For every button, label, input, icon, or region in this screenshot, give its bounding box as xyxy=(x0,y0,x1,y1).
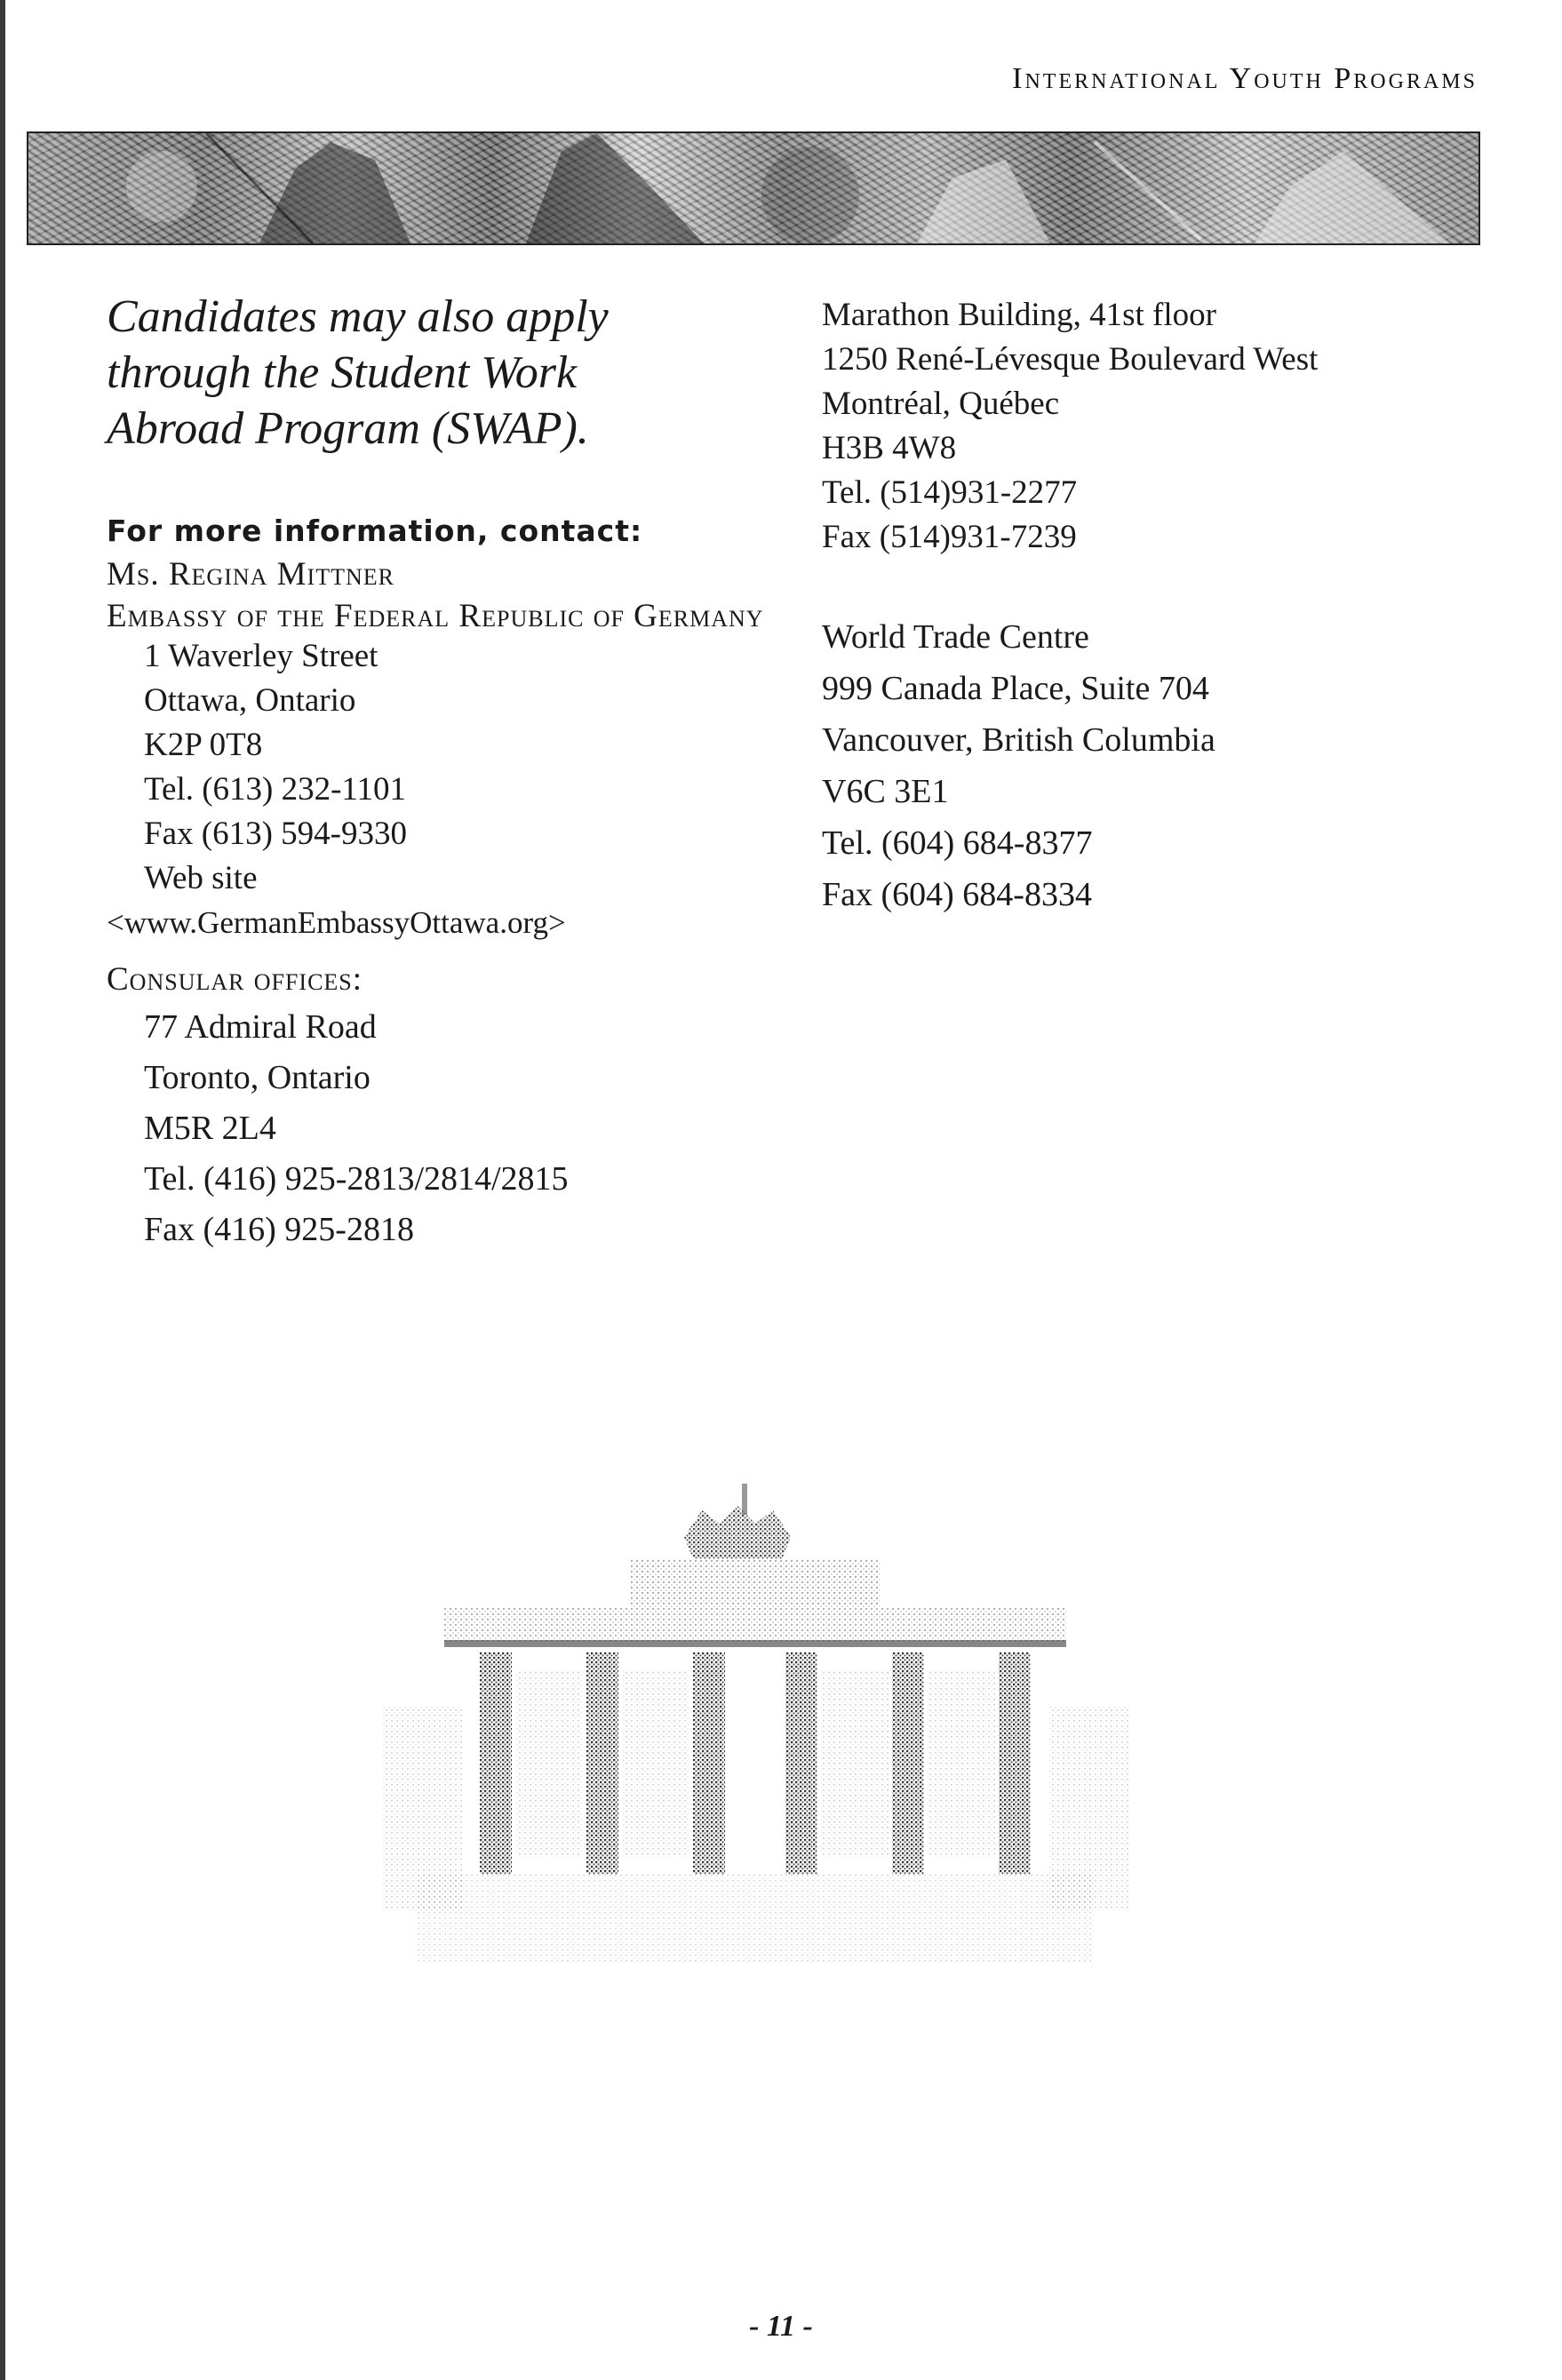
tagline-line-3: Abroad Program (SWAP). xyxy=(107,403,589,454)
montreal-office-address xyxy=(822,293,1444,560)
toronto-fax: Fax (416) 925-2818 xyxy=(144,1211,414,1248)
tagline-line-2: through the Student Work xyxy=(107,347,578,398)
embassy-fax: Fax (613) 594-9330 xyxy=(144,816,407,852)
running-head: International Youth Programs xyxy=(1012,62,1478,95)
tagline-line-1: Candidates may also apply xyxy=(107,291,609,342)
banner-texture-icon xyxy=(28,133,1478,243)
embassy-web-url: <www.GermanEmbassyOttawa.org> xyxy=(107,905,566,940)
consular-offices-label: Consular offices: xyxy=(107,961,363,998)
embassy-address xyxy=(107,634,800,901)
vancouver-tel: Tel. (604) 684-8377 xyxy=(822,824,1093,862)
page-number: - 11 - xyxy=(749,2310,813,2343)
embassy-name: Embassy of the Federal Republic of Germany xyxy=(107,598,764,634)
vancouver-office-address xyxy=(822,611,1444,920)
left-column xyxy=(107,289,800,1255)
brandenburg-gate-illustration xyxy=(364,1475,1146,1972)
vancouver-fax: Fax (604) 684-8334 xyxy=(822,876,1092,913)
montreal-fax: Fax (514)931-7239 xyxy=(822,519,1077,555)
toronto-tel: Tel. (416) 925-2813/2814/2815 xyxy=(144,1160,569,1198)
page-edge-rule xyxy=(0,0,5,2380)
toronto-city: Toronto, Ontario xyxy=(144,1059,371,1096)
contact-heading: For more information, contact: xyxy=(107,513,643,548)
embassy-web-label: Web site xyxy=(144,860,258,896)
vancouver-street: 999 Canada Place, Suite 704 xyxy=(822,670,1209,707)
toronto-postal: M5R 2L4 xyxy=(144,1110,276,1147)
contact-name: Ms. Regina Mittner xyxy=(107,556,394,593)
toronto-street: 77 Admiral Road xyxy=(144,1008,377,1046)
embassy-tel: Tel. (613) 232-1101 xyxy=(144,771,407,808)
montreal-street: 1250 René-Lévesque Boulevard West xyxy=(822,341,1319,378)
embassy-postal: K2P 0T8 xyxy=(144,727,263,763)
montreal-building: Marathon Building, 41st floor xyxy=(822,297,1216,333)
vancouver-city: Vancouver, British Columbia xyxy=(822,721,1215,759)
vancouver-postal: V6C 3E1 xyxy=(822,773,949,810)
right-column xyxy=(822,293,1444,920)
halftone-map-banner xyxy=(27,131,1480,245)
montreal-city: Montréal, Québec xyxy=(822,386,1060,422)
swap-tagline xyxy=(107,289,800,457)
embassy-street: 1 Waverley Street xyxy=(144,638,379,674)
vancouver-building: World Trade Centre xyxy=(822,618,1089,656)
toronto-office-address xyxy=(107,1002,800,1255)
montreal-postal: H3B 4W8 xyxy=(822,430,957,466)
embassy-city: Ottawa, Ontario xyxy=(144,682,356,719)
montreal-tel: Tel. (514)931-2277 xyxy=(822,474,1078,511)
